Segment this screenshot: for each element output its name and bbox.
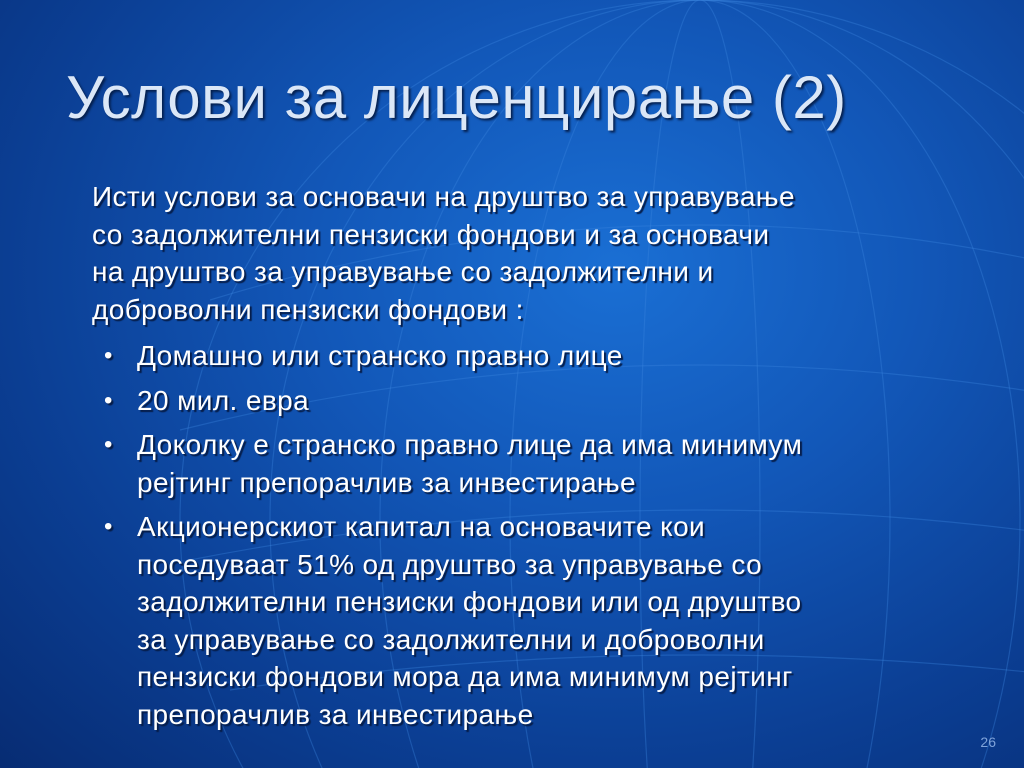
bullet-line: препорачлив за инвестирање (137, 698, 534, 730)
page-number: 26 (980, 734, 996, 750)
bullet-item (92, 426, 972, 501)
bullet-line: Доколку е странско правно лице да има минимум (137, 429, 803, 460)
bullet-dot-icon: • (104, 513, 113, 540)
slide-title (66, 62, 847, 134)
bullet-item (92, 382, 972, 420)
intro-line: Исти услови за основачи на друштво за управување (92, 181, 795, 212)
bullet-dot-icon: • (104, 342, 113, 369)
bullet-line: Домашно или странско правно лице (137, 340, 623, 371)
slide-title-main: Услови за лиценцирање (66, 64, 755, 131)
intro-line: доброволни пензиски фондови : (92, 293, 524, 325)
bullet-dot-icon: • (104, 431, 113, 458)
intro-paragraph (92, 178, 972, 328)
slide-title-suffix: (2) (771, 64, 847, 131)
bullet-item (92, 337, 972, 375)
bullet-line: Акционерскиот капитал на основачите кои (137, 511, 706, 542)
bullet-list (92, 337, 972, 733)
slide-body (92, 178, 972, 733)
intro-line: со задолжителни пензиски фондови и за основачи (92, 218, 770, 250)
bullet-item (92, 508, 972, 733)
bullet-line: задолжителни пензиски фондови или од друштво (137, 586, 802, 617)
bullet-line: 20 мил. евра (137, 384, 310, 416)
bullet-line: за управување со задолжителни и доброволни (137, 623, 765, 655)
bullet-line: пензиски фондови мора да има минимум рејтинг (137, 661, 793, 692)
bullet-line: рејтинг препорачлив за инвестирање (137, 466, 637, 498)
bullet-dot-icon: • (104, 386, 113, 414)
intro-line: на друштво за управување со задолжителни и (92, 256, 714, 287)
bullet-line: поседуваат 51% од друштво за управување со (137, 548, 763, 580)
